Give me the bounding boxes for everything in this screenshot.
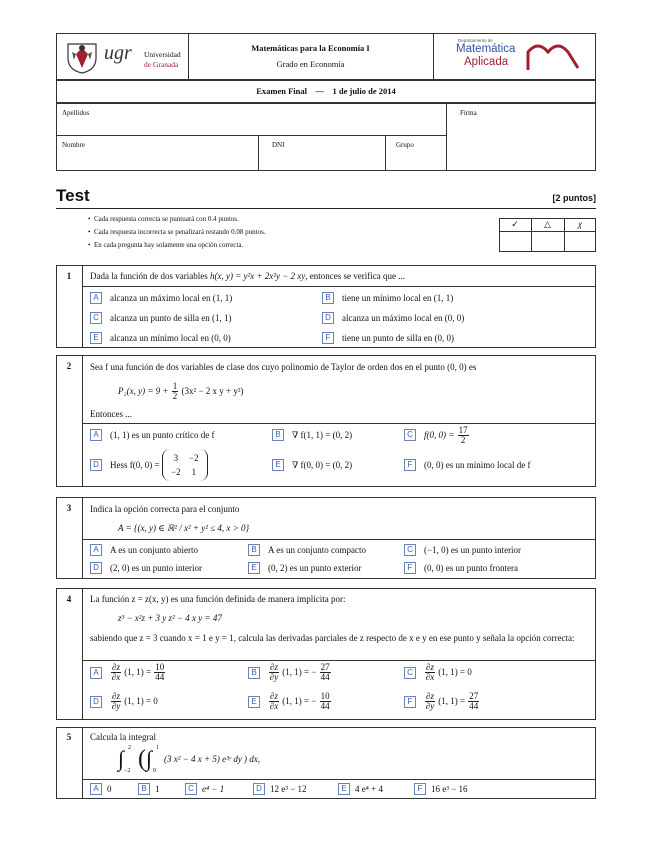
option-text: (0, 2) es un punto exterior [268,563,362,573]
exam-line [56,86,596,96]
firma-field[interactable]: Firma [460,109,477,117]
university-name-1: Universidad [144,50,181,59]
department-logo [450,38,590,76]
university-name-2: de Granada [144,60,179,69]
option-text: alcanza un mínimo local en (0, 0) [110,333,231,343]
section-points: [2 puntos] [552,193,596,203]
option-text: 16 e³ − 16 [431,784,468,794]
student-form [56,103,596,171]
dept-word-2: Aplicada [464,56,509,68]
logo-ugr-text: ugr [104,42,132,64]
partial-option: $\frac{\partial z}{\partial x}$ (1, 1) = 0 [425,662,472,683]
option-e[interactable]: E [272,459,284,471]
blank-header: △ [544,219,551,229]
section-title: Test [56,186,90,205]
option-d[interactable]: D [322,312,334,324]
set-definition: A = {(x, y) ∈ ℝ² / x² + y² ≤ 4, x > 0} [118,523,250,533]
option-text: 12 e³ − 12 [270,784,307,794]
university-logo [64,38,184,76]
option-text: (−1, 0) es un punto interior [424,545,522,555]
option-text: 0 [107,784,112,794]
question-text: Sea f una función de dos variables de clase dos cuyo polinomio de Taylor de orden dos en el punto (0, 0) es [90,362,477,372]
rule-item: • En cada pregunta hay solamente una opción correcta. [88,241,244,249]
option-f[interactable]: F [322,332,334,344]
exam-date: 1 de julio de 2014 [332,86,396,96]
option-d[interactable]: D [253,783,265,795]
option-text: ∇ f(0, 0) = (0, 2) [292,460,353,470]
question-number: 2 [66,361,72,371]
option-c[interactable]: C [404,544,416,556]
degree: Grado en Economía [276,59,345,69]
option-a[interactable]: A [90,544,102,556]
question-number: 1 [66,271,72,281]
option-text: 1 [155,784,160,794]
partial-option: $\frac{\partial z}{\partial y}$ (1, 1) = − $\frac{27}{44}$ [269,662,330,683]
option-text: (1, 1) es un punto crítico de f [110,430,215,440]
option-a[interactable]: A [90,429,102,441]
implicit-equation: z³ − x²z + 3 y z² − 4 x y = 47 [118,613,222,623]
option-f[interactable]: F [404,459,416,471]
option-c[interactable]: C [90,312,102,324]
partial-option: $\frac{\partial z}{\partial x}$ (1, 1) = $\frac{10}{44}$ [111,662,165,683]
option-b[interactable]: B [322,292,334,304]
option-text: (0, 0) es un punto frontera [424,563,518,573]
option-e[interactable]: E [248,562,260,574]
option-text: e⁴ − 1 [202,784,225,794]
question-text: Dada la función de dos variables h(x, y) = y²x + 2x²y − 2 xy, entonces se verifica que ... [90,271,406,281]
option-text: A es un conjunto abierto [110,545,198,555]
option-b[interactable]: B [248,544,260,556]
option-c[interactable]: C [404,667,416,679]
partial-option: $\frac{\partial z}{\partial y}$ (1, 1) = 0 [111,691,158,712]
hessian-option: Hess f(0, 0) = 3 −2 −2 1 [110,446,208,482]
rules-list [88,215,266,249]
question-number: 3 [66,503,72,513]
option-text: f(0, 0) = $\frac{17}{2}$ [424,425,468,446]
option-e[interactable]: E [338,783,350,795]
question-text: La función z = z(x, y) es una función definida de manera implícita por: [90,594,346,604]
exam-dash: — [315,86,324,96]
option-a[interactable]: A [90,783,102,795]
rule-item: • Cada respuesta incorrecta se penalizará restando 0.08 puntos. [88,228,266,236]
option-text: alcanza un máximo local en (1, 1) [110,293,233,303]
option-text: (2, 0) es un punto interior [110,563,202,573]
option-d[interactable]: D [90,696,102,708]
option-f[interactable]: F [404,562,416,574]
hessian-matrix: 3 −2 −2 1 [162,449,208,481]
grupo-field[interactable]: Grupo [396,141,414,149]
option-d[interactable]: D [90,459,102,471]
option-d[interactable]: D [90,562,102,574]
option-b[interactable]: B [138,783,150,795]
option-a[interactable]: A [90,667,102,679]
option-text: ∇ f(1, 1) = (0, 2) [292,430,353,440]
course-title: Matemáticas para la Economía I [251,43,370,53]
option-e[interactable]: E [90,332,102,344]
option-b[interactable]: B [248,667,260,679]
then-text: Entonces ... [90,409,132,419]
option-b[interactable]: B [272,429,284,441]
dept-small-text: Departamento de [458,38,493,43]
option-text: alcanza un máximo local en (0, 0) [342,313,465,323]
option-a[interactable]: A [90,292,102,304]
option-c[interactable]: C [404,429,416,441]
apellidos-field[interactable]: Apellidos [62,109,90,117]
question-text-2: sabiendo que z = 3 cuando x = 1 e y = 1, calcula las derivadas parciales de z respecto de x e y en ese punto y señala la opción correcta: [90,633,575,643]
option-text: 4 e⁴ + 4 [355,784,383,794]
taylor-polynomial: P₂(x, y) = 9 + $\frac{1}{2}$ (3x² − 2 x y + y²) [118,381,244,402]
question-text: Calcula la integral [90,732,156,742]
wrong-header: χ [578,219,582,229]
wave-logo-icon [524,42,582,72]
option-text: (0, 0) es un mínimo local de f [424,460,531,470]
exam-type: Examen Final [256,86,307,96]
option-text: tiene un mínimo local en (1, 1) [342,293,454,303]
correct-header: ✓ [511,219,519,229]
question-number: 4 [66,594,72,604]
dept-word-1: Matemática [456,43,516,55]
partial-option: $\frac{\partial z}{\partial x}$ (1, 1) = − $\frac{10}{44}$ [269,691,330,712]
option-f[interactable]: F [414,783,426,795]
option-f[interactable]: F [404,696,416,708]
option-text: tiene un punto de silla en (0, 0) [342,333,454,343]
option-text: alcanza un punto de silla en (1, 1) [110,313,232,323]
crest-icon [64,40,100,74]
dni-field[interactable]: DNI [272,141,285,149]
option-c[interactable]: C [185,783,197,795]
question-text: Indica la opción correcta para el conjunto [90,504,240,514]
rule-item: • Cada respuesta correcta se puntuará con 0.4 puntos. [88,215,239,223]
option-text: A es un conjunto compacto [268,545,366,555]
question-number: 5 [66,732,72,742]
option-e[interactable]: E [248,696,260,708]
partial-option: $\frac{\partial z}{\partial y}$ (1, 1) = $\frac{27}{44}$ [425,691,479,712]
nombre-field[interactable]: Nombre [62,141,85,149]
double-integral: ∫ 2 −2 ( ∫ 1 0 (3 x² − 4 x + 5) e³ʸ dy ) dx, [118,745,261,774]
